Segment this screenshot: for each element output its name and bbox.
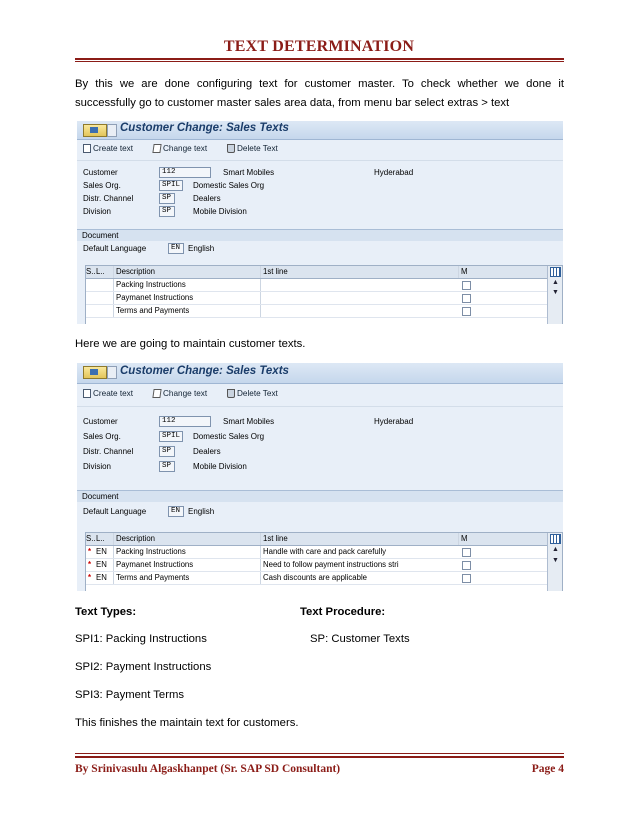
row-checkbox[interactable] [462,548,471,557]
sap-header-fields [77,161,563,229]
distr-channel-label: Distr. Channel [83,194,134,203]
document-section [77,229,563,324]
row-lang: EN [96,573,107,582]
division-label: Division [83,207,112,216]
scroll-up-icon[interactable]: ▲ [552,546,559,553]
footer-rule-thin [75,753,564,754]
salesorg-label: Sales Org. [83,432,121,441]
texts-table [85,265,563,324]
col-desc-header: Description [113,266,261,278]
distr-channel-field[interactable]: SP [159,193,175,204]
row-lang [96,279,113,291]
create-text-label: Create text [93,389,134,398]
delete-text-label: Delete Text [237,144,278,153]
customer-city: Hyderabad [374,417,414,426]
table-row[interactable] [86,305,562,318]
col-m-header: M [458,266,473,278]
intro-line-1: By this we are done configuring text for customer master. To check whether we done it [75,78,564,90]
language-field[interactable]: EN [168,243,184,254]
delete-text-button[interactable] [227,389,278,398]
row-lang [96,292,113,304]
customer-label: Customer [83,168,118,177]
row-description: Packing Instructions [113,546,261,558]
table-row[interactable] [86,292,562,305]
division-text: Mobile Division [193,207,247,216]
salesorg-field[interactable]: SPIL [159,431,183,442]
create-text-button[interactable] [83,144,133,153]
customer-field[interactable]: 112 [159,416,211,427]
texts-table [85,532,563,591]
default-language-label: Default Language [83,244,147,253]
language-field[interactable]: EN [168,506,184,517]
division-text: Mobile Division [193,462,247,471]
change-text-label: Change text [163,389,208,398]
menu-icon[interactable] [83,366,107,379]
row-description: Packing Instructions [113,279,261,291]
table-row[interactable] [86,279,562,292]
closing-paragraph: This finishes the maintain text for customers. [75,717,299,729]
footer-author: By Srinivasulu Algaskhanpet (Sr. SAP SD Consultant) [75,763,341,775]
table-header-row [86,266,562,279]
sap-title-bar [77,121,563,140]
text-procedure-heading: Text Procedure: [300,606,386,618]
delete-text-label: Delete Text [237,389,278,398]
menu-icon[interactable] [83,124,107,137]
customer-name: Smart Mobiles [223,168,275,177]
create-text-button[interactable] [83,389,133,398]
table-row[interactable] [86,546,562,559]
salesorg-text: Domestic Sales Org [193,432,265,441]
distr-channel-label: Distr. Channel [83,447,134,456]
col-sel-header: S.. [86,267,96,276]
customer-city: Hyderabad [374,168,414,177]
row-first-line[interactable] [260,305,459,317]
table-row[interactable] [86,559,562,572]
scroll-down-icon[interactable]: ▼ [552,557,559,564]
row-checkbox[interactable] [462,294,471,303]
row-lang: EN [96,560,107,569]
default-language-label: Default Language [83,507,147,516]
text-procedure-value: SP: Customer Texts [310,633,410,645]
change-text-button[interactable] [153,144,207,153]
table-row[interactable] [86,572,562,585]
scroll-up-icon[interactable]: ▲ [552,279,559,286]
row-first-line[interactable]: Need to follow payment instructions stri [260,559,459,571]
row-lang: EN [96,547,107,556]
pencil-icon [152,144,161,153]
col-first-header: 1st line [260,533,459,545]
row-description: Terms and Payments [113,572,261,584]
required-marker-icon: * [88,573,92,582]
col-lang-header: L.. [96,267,105,276]
row-checkbox[interactable] [462,574,471,583]
col-first-header: 1st line [260,266,459,278]
distr-channel-text: Dealers [193,194,221,203]
col-lang-header: L.. [96,534,105,543]
document-icon [83,144,91,153]
row-first-line[interactable]: Cash discounts are applicable [260,572,459,584]
row-first-line[interactable]: Handle with care and pack carefully [260,546,459,558]
footer-page-number: Page 4 [531,763,564,775]
change-text-button[interactable] [153,389,207,398]
document-section-header: Document [77,490,563,502]
delete-text-button[interactable] [227,144,278,153]
table-settings-icon[interactable] [550,534,561,544]
customer-name: Smart Mobiles [223,417,275,426]
col-sel-header: S.. [86,534,96,543]
sap-toolbar [77,140,563,161]
division-field[interactable]: SP [159,461,175,472]
salesorg-field[interactable]: SPIL [159,180,183,191]
scroll-down-icon[interactable]: ▼ [552,289,559,296]
col-desc-header: Description [113,533,261,545]
trash-icon [227,144,235,153]
sap-screen-heading: Customer Change: Sales Texts [120,122,289,134]
row-description: Terms and Payments [113,305,261,317]
document-icon [83,389,91,398]
sap-title-bar [77,363,563,384]
sap-screen-heading: Customer Change: Sales Texts [120,365,289,377]
title-rule-thin [75,61,564,62]
row-description: Paymanet Instructions [113,559,261,571]
text-type-spi2: SPI2: Payment Instructions [75,661,212,673]
sap-header-fields [77,407,563,490]
row-first-line[interactable] [260,279,459,291]
text-types-heading: Text Types: [75,606,137,618]
trash-icon [227,389,235,398]
change-text-label: Change text [163,144,208,153]
col-m-header: M [458,533,473,545]
table-header-row [86,533,562,546]
page-title: TEXT DETERMINATION [223,38,415,55]
table-scrollbar[interactable] [547,533,562,591]
mid-paragraph: Here we are going to maintain customer texts. [75,338,306,350]
table-scrollbar[interactable] [547,266,562,324]
document-section-header: Document [77,229,563,241]
row-lang [96,305,113,317]
menu-dropdown-icon[interactable] [107,366,117,379]
title-rule [75,58,564,60]
distr-channel-text: Dealers [193,447,221,456]
document-section [77,490,563,591]
division-label: Division [83,462,112,471]
salesorg-text: Domestic Sales Org [193,181,265,190]
create-text-label: Create text [93,144,134,153]
pencil-icon [152,389,161,398]
row-checkbox[interactable] [462,307,471,316]
intro-paragraph [75,75,564,113]
language-name: English [188,507,215,516]
sap-toolbar [77,384,563,407]
customer-field[interactable]: 112 [159,167,211,178]
text-type-spi1: SPI1: Packing Instructions [75,633,207,645]
distr-channel-field[interactable]: SP [159,446,175,457]
text-type-spi3: SPI3: Payment Terms [75,689,185,701]
row-description: Paymanet Instructions [113,292,261,304]
customer-label: Customer [83,417,118,426]
sap-screen-2 [77,363,563,591]
row-checkbox[interactable] [462,281,471,290]
required-marker-icon: * [88,560,92,569]
language-name: English [188,244,215,253]
division-field[interactable]: SP [159,206,175,217]
menu-dropdown-icon[interactable] [107,124,117,137]
required-marker-icon: * [88,547,92,556]
footer-rule [75,756,564,758]
row-checkbox[interactable] [462,561,471,570]
row-first-line[interactable] [260,292,459,304]
table-settings-icon[interactable] [550,267,561,277]
sap-screen-1 [77,121,563,324]
intro-line-2: successfully go to customer master sales area data, from menu bar select extras > text [75,97,510,109]
salesorg-label: Sales Org. [83,181,121,190]
